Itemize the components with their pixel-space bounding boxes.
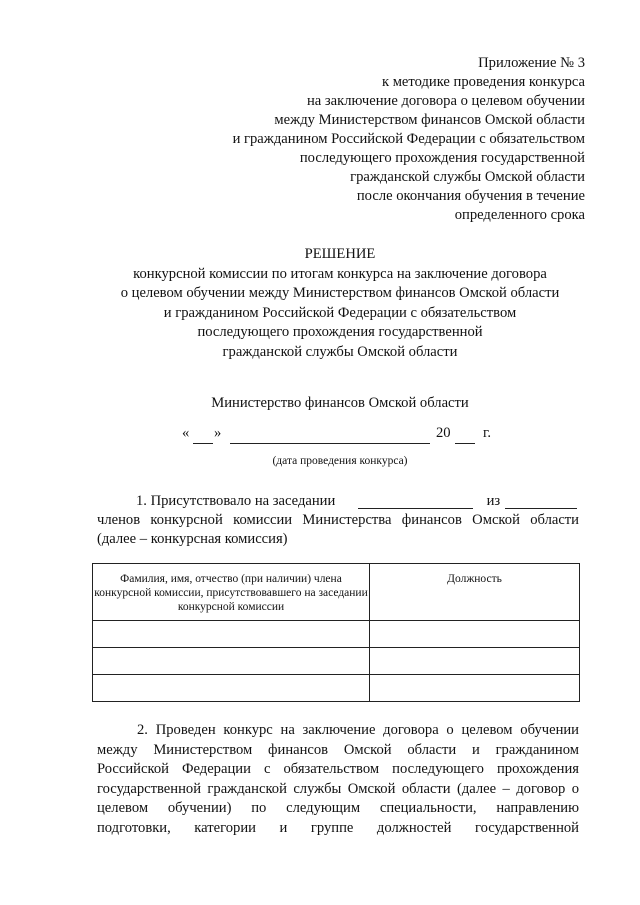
date-year-prefix: 20 (436, 425, 451, 441)
paragraph1-start: 1. Присутствовало на заседании (136, 493, 336, 509)
table-row (93, 621, 580, 648)
date-quote-close: » (214, 425, 222, 441)
appendix-line: между Министерством финансов Омской области (274, 112, 585, 128)
paragraph2-line: целевом обучении) по следующим специальности, направлению (97, 800, 579, 816)
appendix-line: и гражданином Российской Федерации с обязательством (232, 131, 585, 147)
table-row (93, 648, 580, 675)
decision-line: гражданской службы Омской области (222, 343, 458, 360)
table-row (93, 675, 580, 702)
table-cell[interactable] (93, 648, 370, 675)
appendix-line: гражданской службы Омской области (350, 169, 585, 185)
decision-line: о целевом обучении между Министерством финансов Омской области (120, 285, 560, 301)
paragraph1-of: из (486, 493, 501, 509)
table-cell[interactable] (370, 648, 580, 675)
date-day-blank[interactable] (193, 443, 213, 444)
date-year-blank[interactable] (455, 443, 475, 444)
decision-line: конкурсной комиссии по итогам конкурса на заключение договора (133, 265, 547, 282)
table-cell[interactable] (93, 621, 370, 648)
appendix-line: последующего прохождения государственной (299, 150, 585, 166)
paragraph2-line: 2. Проведен конкурс на заключение договора о целевом обучении (137, 722, 579, 738)
paragraph2-line: Российской Федерации с обязательством последующего прохождения (97, 761, 579, 777)
paragraph2 (97, 721, 579, 838)
date-quote-open: « (182, 425, 190, 441)
members-table (92, 563, 580, 702)
paragraph1-line3: (далее – конкурсная комиссия) (97, 531, 288, 547)
table-cell[interactable] (93, 675, 370, 702)
appendix-line: к методике проведения конкурса (381, 74, 585, 90)
paragraph2-line: между Министерством финансов Омской области и гражданином (97, 741, 579, 758)
table-cell[interactable] (370, 621, 580, 648)
decision-title: РЕШЕНИЕ (304, 246, 376, 262)
appendix-header (233, 54, 585, 225)
decision-line: последующего прохождения государственной (197, 324, 483, 340)
table-header-name: Фамилия, имя, отчество (при наличии) члена конкурсной комиссии, присутствовавшего на заседании конкурсной комиссии (93, 564, 370, 621)
date-caption: (дата проведения конкурса) (272, 455, 408, 467)
paragraph1-line2: членов конкурсной комиссии Министерства финансов Омской области (97, 512, 579, 528)
table-cell[interactable] (370, 675, 580, 702)
appendix-line: Приложение № 3 (478, 55, 585, 71)
ministry-name: Министерство финансов Омской области (211, 395, 469, 411)
paragraph2-line: государственной гражданской службы Омской области (далее – договор о (97, 780, 579, 797)
present-count-blank[interactable] (358, 508, 473, 509)
appendix-line: на заключение договора о целевом обучении (306, 93, 585, 109)
paragraph2-line: подготовки, категории и группе должностей государственной (97, 819, 579, 836)
total-count-blank[interactable] (505, 508, 577, 509)
decision-heading (0, 245, 640, 362)
table-header-row (93, 564, 580, 621)
appendix-line: после окончания обучения в течение (356, 188, 585, 204)
appendix-line: определенного срока (454, 207, 585, 223)
date-year-suffix: г. (483, 425, 491, 441)
table-header-position: Должность (370, 564, 580, 621)
date-month-blank[interactable] (230, 443, 430, 444)
decision-line: и гражданином Российской Федерации с обязательством (163, 304, 517, 321)
